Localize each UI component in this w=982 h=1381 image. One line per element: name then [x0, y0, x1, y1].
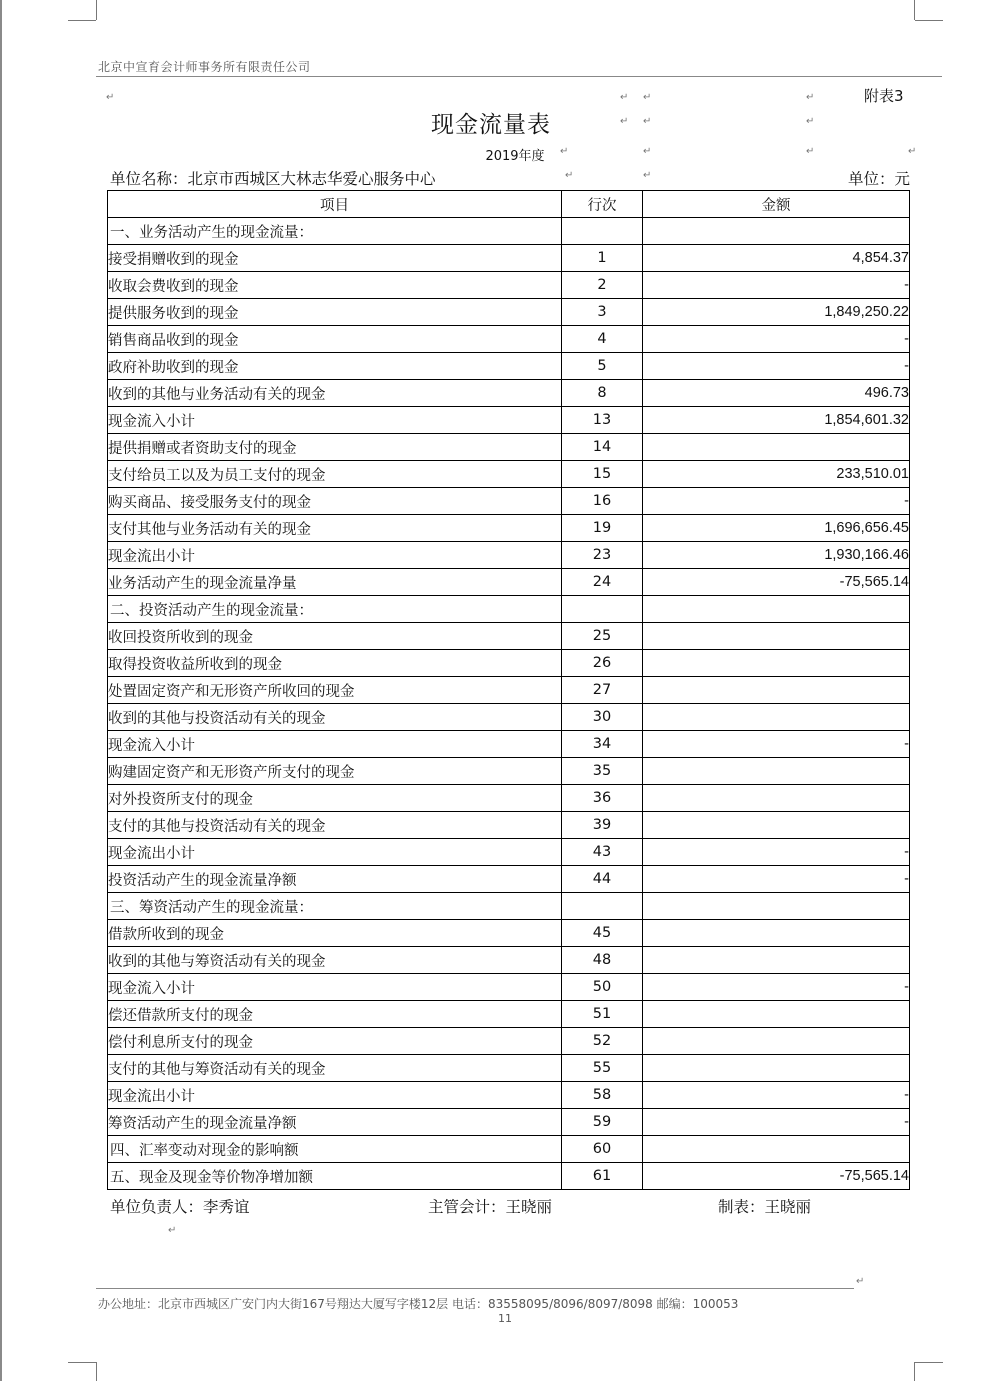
table-row: [108, 1028, 910, 1055]
signature-preparer: 制表：王晓丽: [718, 1198, 812, 1216]
signature-unit-head: 单位负责人：李秀谊: [110, 1198, 250, 1216]
row-line-number: 30: [562, 704, 643, 731]
row-amount: -75,565.14: [643, 569, 910, 596]
row-line-number: 43: [562, 839, 643, 866]
row-line-number: [562, 218, 643, 245]
row-item-label: 业务活动产生的现金流量净量: [108, 569, 562, 596]
header-item: 项目: [108, 191, 562, 218]
unit-name: 单位名称：北京市西城区大林志华爱心服务中心: [110, 170, 436, 188]
paragraph-mark-icon: ↵: [620, 92, 629, 103]
header-line-no: 行次: [562, 191, 643, 218]
row-amount: [643, 947, 910, 974]
row-item-label: 现金流入小计: [108, 407, 562, 434]
table-row: [108, 731, 910, 758]
row-item-label: 现金流入小计: [108, 731, 562, 758]
row-line-number: [562, 893, 643, 920]
row-line-number: 44: [562, 866, 643, 893]
table-row: [108, 866, 910, 893]
row-item-label: 收到的其他与业务活动有关的现金: [108, 380, 562, 407]
crop-mark: [914, 1362, 915, 1381]
row-amount: [643, 1055, 910, 1082]
row-amount: -: [643, 326, 910, 353]
table-row: [108, 218, 910, 245]
row-amount: -: [643, 866, 910, 893]
table-row: [108, 407, 910, 434]
paragraph-mark-icon: ↵: [908, 146, 917, 157]
row-line-number: 5: [562, 353, 643, 380]
row-line-number: 1: [562, 245, 643, 272]
row-amount: [643, 218, 910, 245]
row-amount: -: [643, 488, 910, 515]
row-item-label: 取得投资收益所收到的现金: [108, 650, 562, 677]
table-row: [108, 974, 910, 1001]
row-line-number: 14: [562, 434, 643, 461]
table-row: [108, 1136, 910, 1163]
row-line-number: 34: [562, 731, 643, 758]
paragraph-mark-icon: ↵: [168, 1225, 177, 1236]
row-line-number: 16: [562, 488, 643, 515]
row-item-label: 三、筹资活动产生的现金流量：: [108, 893, 562, 920]
row-line-number: 35: [562, 758, 643, 785]
row-item-label: 投资活动产生的现金流量净额: [108, 866, 562, 893]
row-line-number: 39: [562, 812, 643, 839]
row-item-label: 政府补助收到的现金: [108, 353, 562, 380]
table-row: [108, 839, 910, 866]
row-amount: 1,854,601.32: [643, 407, 910, 434]
page-number: 11: [498, 1312, 512, 1325]
row-amount: [643, 704, 910, 731]
row-item-label: 接受捐赠收到的现金: [108, 245, 562, 272]
row-amount: -: [643, 1082, 910, 1109]
row-amount: [643, 893, 910, 920]
table-row: [108, 1082, 910, 1109]
row-amount: [643, 650, 910, 677]
row-line-number: 48: [562, 947, 643, 974]
row-line-number: 59: [562, 1109, 643, 1136]
table-row: [108, 1109, 910, 1136]
row-amount: [643, 1001, 910, 1028]
row-line-number: 52: [562, 1028, 643, 1055]
row-item-label: 现金流出小计: [108, 1082, 562, 1109]
row-item-label: 收取会费收到的现金: [108, 272, 562, 299]
table-row: [108, 677, 910, 704]
table-header-row: [108, 191, 910, 218]
row-line-number: 50: [562, 974, 643, 1001]
table-row: [108, 812, 910, 839]
row-amount: [643, 785, 910, 812]
table-row: [108, 380, 910, 407]
row-item-label: 二、投资活动产生的现金流量：: [108, 596, 562, 623]
table-row: [108, 596, 910, 623]
header-amount: 金额: [643, 191, 910, 218]
row-amount: -: [643, 839, 910, 866]
row-item-label: 提供服务收到的现金: [108, 299, 562, 326]
row-amount: 496.73: [643, 380, 910, 407]
row-amount: 1,849,250.22: [643, 299, 910, 326]
row-amount: 233,510.01: [643, 461, 910, 488]
table-row: [108, 893, 910, 920]
table-row: [108, 461, 910, 488]
paragraph-mark-icon: ↵: [620, 116, 629, 127]
row-line-number: 13: [562, 407, 643, 434]
row-amount: [643, 920, 910, 947]
table-row: [108, 542, 910, 569]
row-item-label: 收回投资所收到的现金: [108, 623, 562, 650]
row-item-label: 对外投资所支付的现金: [108, 785, 562, 812]
crop-mark: [68, 20, 96, 21]
row-amount: [643, 677, 910, 704]
row-line-number: [562, 596, 643, 623]
row-amount: [643, 1028, 910, 1055]
row-item-label: 支付给员工以及为员工支付的现金: [108, 461, 562, 488]
footer-address: 办公地址：北京市西城区广安门内大街167号翔达大厦写字楼12层 电话：83558095/8096/8097/8098 邮编：100053: [98, 1297, 739, 1311]
paragraph-mark-icon: ↵: [643, 92, 652, 103]
row-item-label: 支付其他与业务活动有关的现金: [108, 515, 562, 542]
report-year: 2019年度: [485, 149, 545, 164]
paragraph-mark-icon: ↵: [643, 116, 652, 127]
row-item-label: 一、业务活动产生的现金流量：: [108, 218, 562, 245]
footer-rule: [96, 1288, 854, 1289]
row-amount: [643, 758, 910, 785]
paragraph-mark-icon: ↵: [806, 92, 815, 103]
paragraph-mark-icon: ↵: [643, 170, 652, 181]
row-line-number: 61: [562, 1163, 643, 1190]
row-item-label: 购建固定资产和无形资产所支付的现金: [108, 758, 562, 785]
row-amount: [643, 623, 910, 650]
currency-unit: 单位：元: [847, 170, 910, 188]
row-amount: 1,696,656.45: [643, 515, 910, 542]
table-row: [108, 272, 910, 299]
row-line-number: 27: [562, 677, 643, 704]
row-line-number: 23: [562, 542, 643, 569]
table-row: [108, 326, 910, 353]
row-line-number: 4: [562, 326, 643, 353]
row-amount: -75,565.14: [643, 1163, 910, 1190]
row-amount: [643, 812, 910, 839]
table-row: [108, 623, 910, 650]
row-line-number: 25: [562, 623, 643, 650]
row-line-number: 19: [562, 515, 643, 542]
row-line-number: 8: [562, 380, 643, 407]
crop-mark: [96, 1362, 97, 1381]
row-line-number: 15: [562, 461, 643, 488]
crop-mark: [915, 1362, 943, 1363]
row-line-number: 45: [562, 920, 643, 947]
row-item-label: 现金流出小计: [108, 542, 562, 569]
table-row: [108, 353, 910, 380]
crop-mark: [68, 1362, 96, 1363]
row-line-number: 36: [562, 785, 643, 812]
table-row: [108, 650, 910, 677]
row-item-label: 偿付利息所支付的现金: [108, 1028, 562, 1055]
row-line-number: 24: [562, 569, 643, 596]
row-item-label: 收到的其他与筹资活动有关的现金: [108, 947, 562, 974]
table-row: [108, 1001, 910, 1028]
row-amount: -: [643, 974, 910, 1001]
table-row: [108, 299, 910, 326]
table-row: [108, 434, 910, 461]
cash-flow-table: [107, 190, 910, 1190]
row-line-number: 60: [562, 1136, 643, 1163]
paragraph-mark-icon: ↵: [560, 146, 569, 157]
table-row: [108, 1163, 910, 1190]
row-item-label: 偿还借款所支付的现金: [108, 1001, 562, 1028]
table-row: [108, 515, 910, 542]
table-row: [108, 947, 910, 974]
table-row: [108, 785, 910, 812]
row-item-label: 处置固定资产和无形资产所收回的现金: [108, 677, 562, 704]
row-amount: 4,854.37: [643, 245, 910, 272]
row-amount: [643, 1136, 910, 1163]
row-item-label: 提供捐赠或者资助支付的现金: [108, 434, 562, 461]
firm-header: 北京中宣育会计师事务所有限责任公司: [98, 60, 311, 74]
row-amount: [643, 596, 910, 623]
paragraph-mark-icon: ↵: [806, 146, 815, 157]
paragraph-mark-icon: ↵: [106, 92, 115, 103]
crop-mark: [915, 20, 943, 21]
crop-mark: [914, 0, 915, 20]
table-row: [108, 920, 910, 947]
paragraph-mark-icon: ↵: [806, 116, 815, 127]
table-row: [108, 704, 910, 731]
table-row: [108, 1055, 910, 1082]
paragraph-mark-icon: ↵: [565, 170, 574, 181]
row-amount: -: [643, 1109, 910, 1136]
table-row: [108, 569, 910, 596]
row-item-label: 购买商品、接受服务支付的现金: [108, 488, 562, 515]
row-line-number: 58: [562, 1082, 643, 1109]
row-amount: [643, 434, 910, 461]
crop-mark: [96, 0, 97, 20]
header-rule: [96, 76, 942, 77]
row-item-label: 销售商品收到的现金: [108, 326, 562, 353]
row-item-label: 筹资活动产生的现金流量净额: [108, 1109, 562, 1136]
row-amount: 1,930,166.46: [643, 542, 910, 569]
appendix-label: 附表3: [864, 87, 904, 105]
row-item-label: 五、现金及现金等价物净增加额: [108, 1163, 562, 1190]
table-row: [108, 488, 910, 515]
paragraph-mark-icon: ↵: [643, 146, 652, 157]
row-item-label: 收到的其他与投资活动有关的现金: [108, 704, 562, 731]
row-line-number: 3: [562, 299, 643, 326]
paragraph-mark-icon: ↵: [856, 1276, 865, 1287]
page-left-edge: [0, 0, 2, 1381]
row-item-label: 现金流入小计: [108, 974, 562, 1001]
row-line-number: 2: [562, 272, 643, 299]
table-row: [108, 245, 910, 272]
row-item-label: 支付的其他与投资活动有关的现金: [108, 812, 562, 839]
row-line-number: 26: [562, 650, 643, 677]
row-item-label: 支付的其他与筹资活动有关的现金: [108, 1055, 562, 1082]
document-title: 现金流量表: [431, 112, 551, 138]
row-item-label: 四、汇率变动对现金的影响额: [108, 1136, 562, 1163]
signature-chief-accountant: 主管会计：王晓丽: [428, 1198, 553, 1216]
row-line-number: 51: [562, 1001, 643, 1028]
table-row: [108, 758, 910, 785]
row-amount: -: [643, 353, 910, 380]
row-amount: -: [643, 731, 910, 758]
row-item-label: 现金流出小计: [108, 839, 562, 866]
row-amount: -: [643, 272, 910, 299]
row-line-number: 55: [562, 1055, 643, 1082]
row-item-label: 借款所收到的现金: [108, 920, 562, 947]
